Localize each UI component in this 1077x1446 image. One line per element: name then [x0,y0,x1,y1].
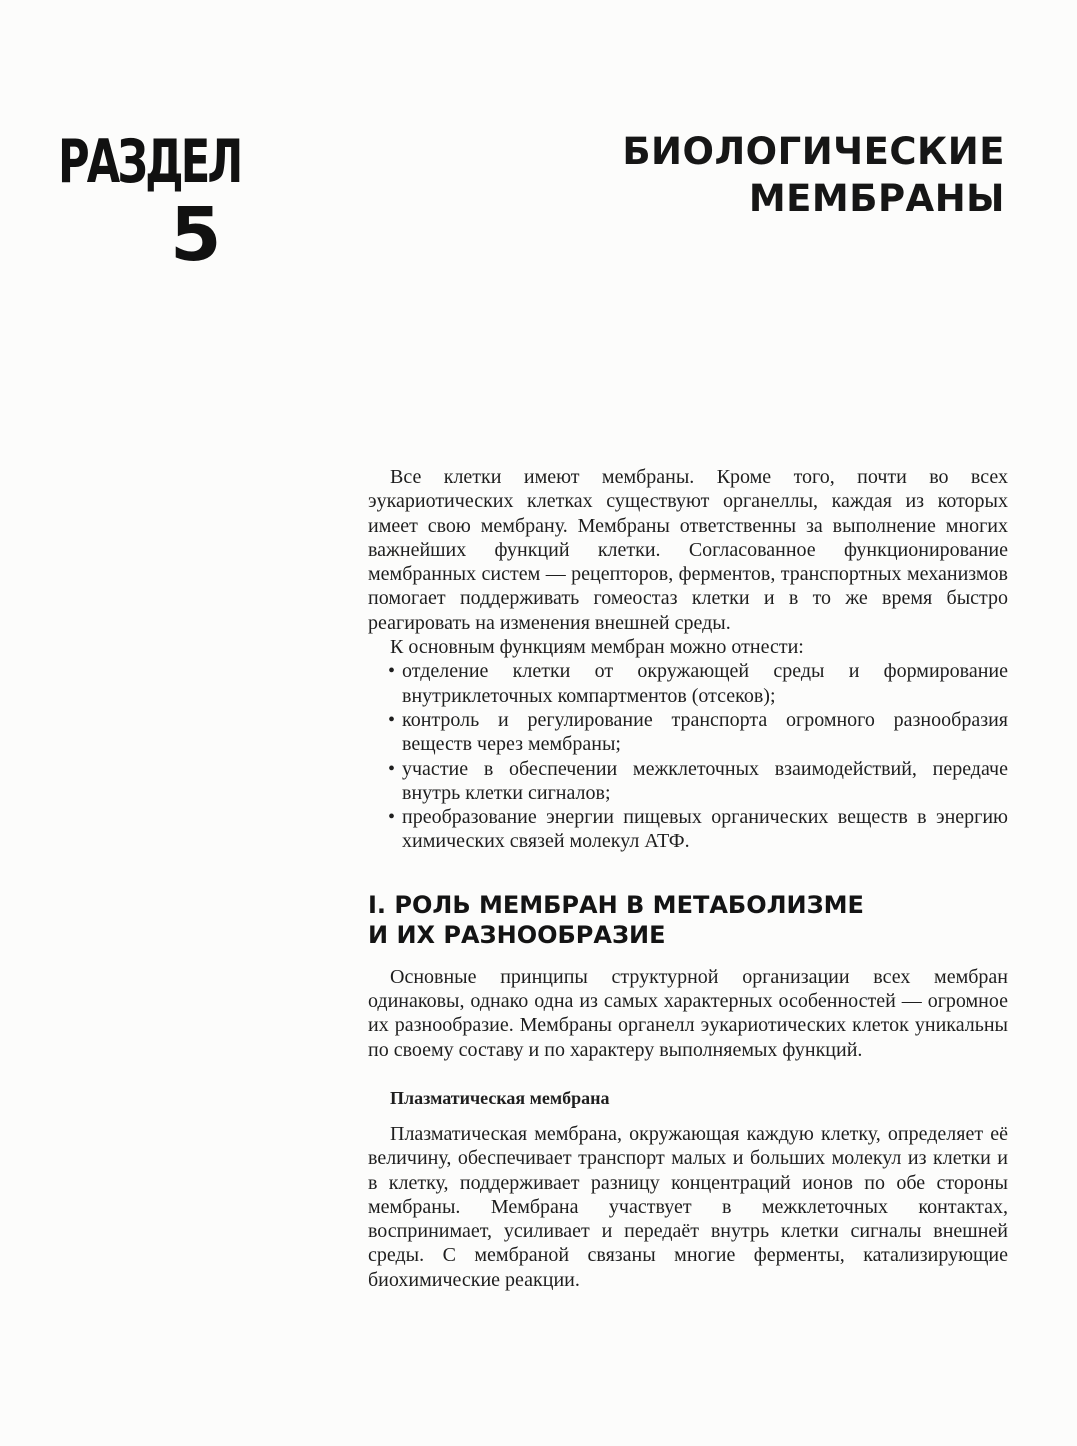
section-word: РАЗДЕЛ [58,127,241,197]
chapter-title-line-1: БИОЛОГИЧЕСКИЕ [622,130,1005,173]
section-mark [58,127,241,278]
list-item [368,708,1008,757]
list-item [368,659,1008,708]
list-item-text: преобразование энергии пищевых органических веществ в энергию химических связей молекул АТФ. [402,806,1008,853]
functions-lead: К основным функциям мембран можно отнести: [390,636,804,659]
main-content [368,465,1008,1292]
list-item-text: отделение клетки от окружающей среды и формирование внутриклеточных компартментов (отсеков); [402,660,1008,707]
bullet-icon: • [388,660,396,683]
section-paragraph: Основные принципы структурной организации всех мембран одинаковы, однако одна из самых характерных особенностей — огромное их разнообразие. Мембраны органелл эукариотических клеток уникальны по своему составу и по характеру выполняемых функций. [368,965,1008,1061]
section-number: 5 [170,192,222,278]
section-heading [368,890,928,950]
chapter-title [485,128,1005,222]
functions-list [368,659,1008,853]
intro-paragraph: Все клетки имеют мембраны. Кроме того, почти во всех эукариотических клетках существуют органеллы, каждая из которых имеет свою мембрану. Мембраны ответственны за выполнение многих важнейших функций клетки. Согласованное функционирование мембранных систем — рецепторов, ферментов, транспортных механизмов помогает поддерживать гомеостаз клетки и в то же время быстро реагировать на изменения внешней среды. [368,466,1008,634]
bullet-icon: • [388,806,396,829]
section-heading-line-2: И ИХ РАЗНООБРАЗИЕ [368,920,666,949]
list-item-text: участие в обеспечении межклеточных взаимодействий, передаче внутрь клетки сигналов; [402,757,1008,804]
list-item-text: контроль и регулирование транспорта огромного разнообразия веществ через мембраны; [402,708,1008,756]
list-item [368,757,1008,806]
section-heading-line-1: I. РОЛЬ МЕМБРАН В МЕТАБОЛИЗМЕ [368,890,864,919]
bullet-icon: • [388,757,396,780]
bullet-icon: • [388,708,396,731]
subsection-paragraph: Плазматическая мембрана, окружающая каждую клетку, определяет её величину, обеспечивает транспорт малых и больших молекул из клетки и в клетку, поддерживает разницу концентраций ионов по обе стороны мембраны. Мембрана участвует в межклеточных контактах, воспринимает, усиливает и передаёт внутрь клетки сигналы внешней среды. С мембраной связаны многие ферменты, катализирующие биохимические реакции. [368,1122,1008,1291]
subheading: Плазматическая мембрана [390,1087,610,1108]
chapter-title-line-2: МЕМБРАНЫ [748,177,1005,220]
list-item [368,805,1008,854]
